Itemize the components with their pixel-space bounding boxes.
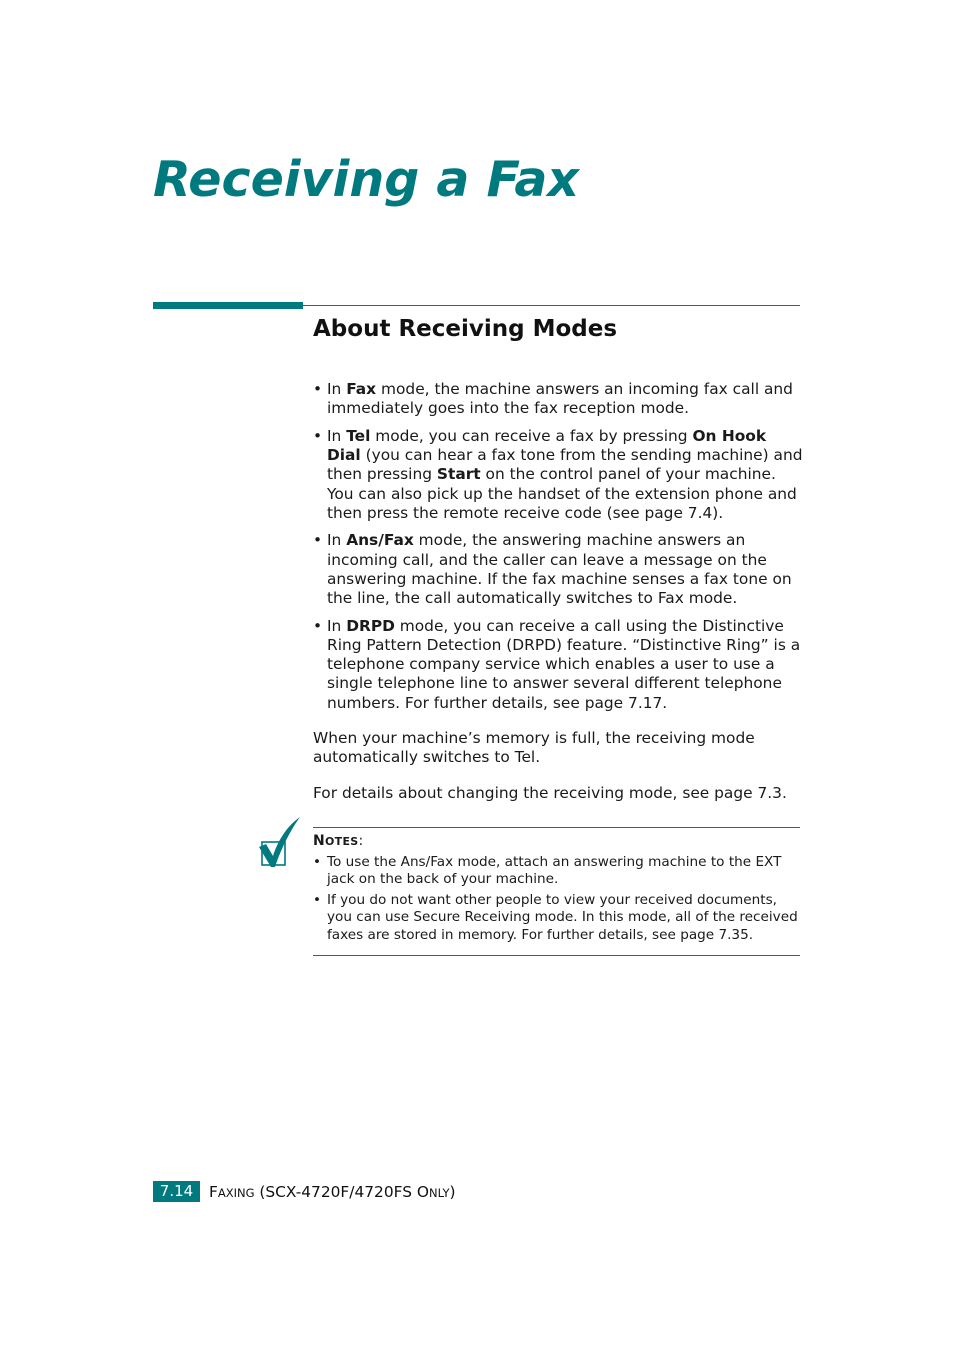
- list-item: • To use the Ans/Fax mode, attach an answering machine to the EXT jack on the back of your machine.: [313, 853, 782, 888]
- bold-term: Ans/Fax: [346, 531, 414, 550]
- notes-box: [313, 827, 800, 956]
- paragraph-memory: When your machine’s memory is full, the receiving mode automatically switches to Tel.: [313, 729, 755, 767]
- list-item: • If you do not want other people to view your received documents, you can use Secure Receiving mode. In this mode, all of the received faxes are stored in memory. For further details, see page 7.35.: [313, 891, 798, 943]
- bold-term: Fax: [346, 380, 377, 398]
- receiving-modes-list: [313, 380, 803, 721]
- footer-chapter-title: FAXING (SCX-4720F/4720FS ONLY): [209, 1183, 456, 1201]
- bold-term: Start: [436, 465, 481, 484]
- bold-term: Tel: [346, 426, 371, 445]
- notes-list: [313, 854, 800, 945]
- bullet-dot: •: [313, 380, 323, 398]
- section-heading: About Receiving Modes: [313, 316, 618, 342]
- notes-title: NOTES:: [313, 833, 364, 849]
- bullet-dot: •: [313, 616, 323, 635]
- list-item: • In Fax mode, the machine answers an incoming fax call and immediately goes into the fax reception mode.: [313, 380, 793, 418]
- bold-term: On Hook Dial: [327, 426, 767, 465]
- bullet-dot: •: [313, 891, 322, 908]
- page-number: 7.14: [153, 1181, 200, 1202]
- list-item: • In Ans/Fax mode, the answering machine answers an incoming call, and the caller can leave a message on the answering machine. If the fax machine senses a fax tone on the line, the call automatically switches to Fax mode.: [313, 531, 792, 608]
- page-title: Receiving a Fax: [153, 151, 579, 208]
- bullet-dot: •: [313, 853, 322, 870]
- bullet-dot: •: [313, 426, 323, 445]
- section-rule-thin: [303, 305, 800, 306]
- checkmark-note-icon: [256, 815, 302, 871]
- list-item: • In DRPD mode, you can receive a call using the Distinctive Ring Pattern Detection (DRPD) feature. “Distinctive Ring” is a telephone company service which enables a user to use a single telephone line to answer several different telephone numbers. For further details, see page 7.17.: [313, 616, 801, 712]
- section-rule-thick: [153, 302, 303, 309]
- bullet-dot: •: [313, 531, 323, 550]
- list-item: • In Tel mode, you can receive a fax by pressing On Hook Dial (you can hear a fax tone from the sending machine) and then pressing Start on the control panel of your machine. You can also pick up the handset of the extension phone and then press the remote receive code (see page 7.4).: [313, 426, 803, 522]
- paragraph-details: For details about changing the receiving mode, see page 7.3.: [313, 784, 787, 802]
- bold-term: DRPD: [346, 616, 395, 635]
